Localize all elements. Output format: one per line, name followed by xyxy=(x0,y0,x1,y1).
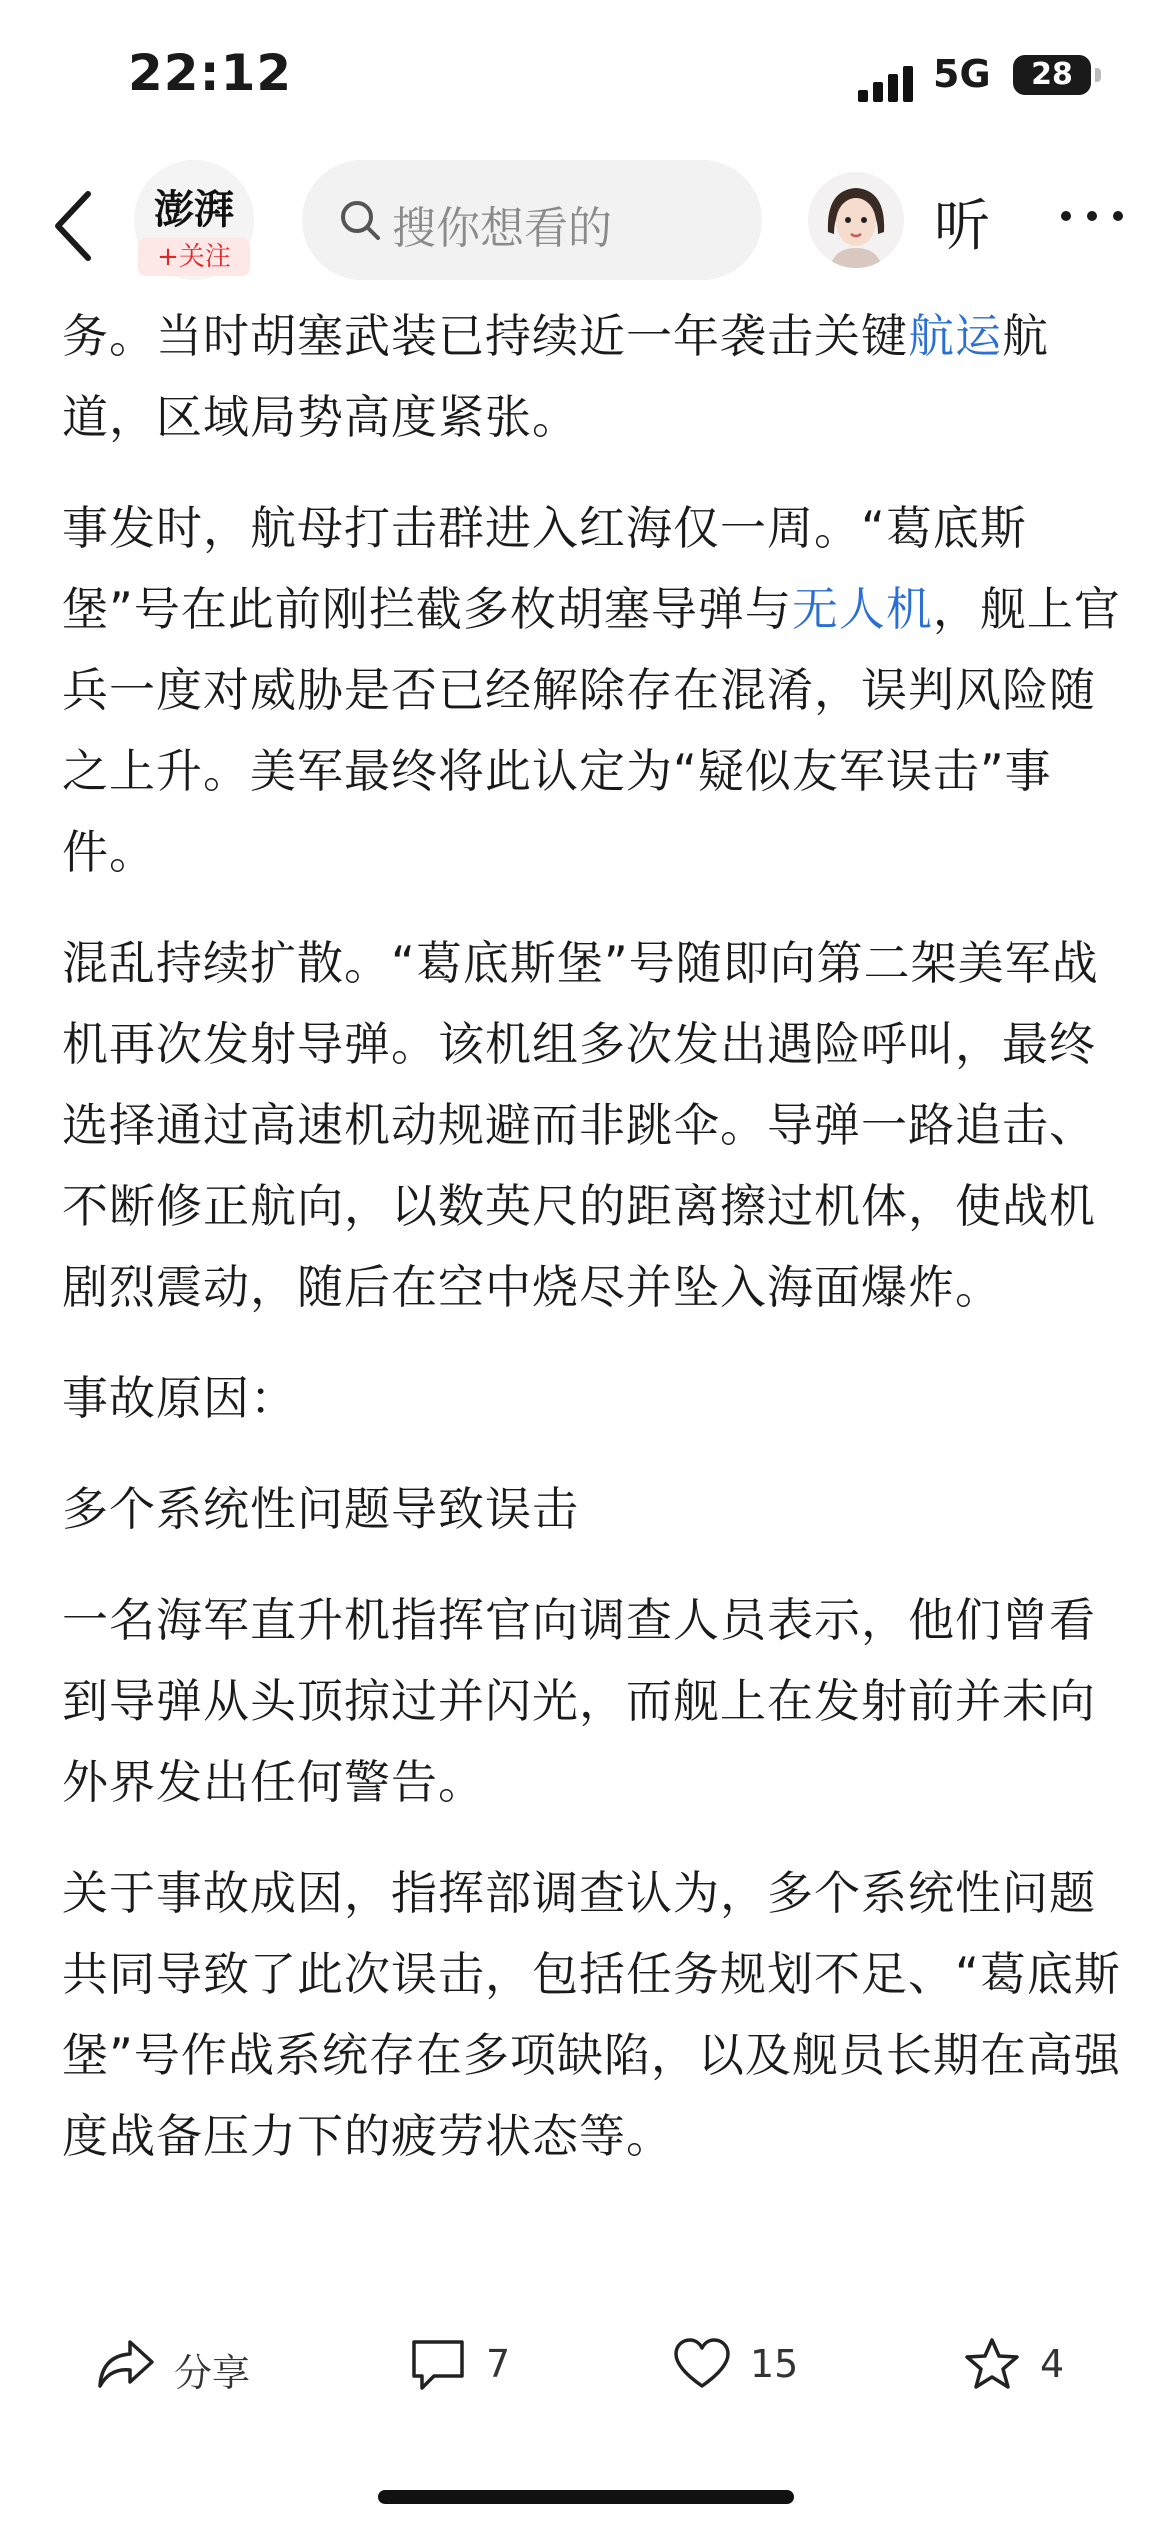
article-paragraph xyxy=(62,488,1122,893)
comment-icon xyxy=(408,2336,468,2392)
more-options-button[interactable] xyxy=(1052,186,1132,246)
paragraph-text: ，舰上官兵一度对威胁是否已经解除存在混淆，误判风险随之上升。美军最终将此认定为“疑似友军误击”事件。 xyxy=(62,582,1121,879)
keyword-link-shipping[interactable]: 航运 xyxy=(908,309,1002,363)
search-icon xyxy=(338,198,382,242)
network-type: 5G xyxy=(933,52,991,96)
article-paragraph xyxy=(62,300,1122,458)
star-icon xyxy=(962,2336,1022,2392)
section-subheading: 多个系统性问题导致误击 xyxy=(62,1482,579,1536)
battery-level: 28 xyxy=(1031,57,1073,92)
chevron-left-icon xyxy=(44,186,104,266)
listen-button[interactable]: 听 xyxy=(934,194,990,259)
user-avatar-icon xyxy=(808,172,904,268)
publisher-logo-text: 澎湃 xyxy=(154,186,234,233)
user-avatar[interactable] xyxy=(808,172,904,268)
bottom-action-bar xyxy=(0,2300,1170,2430)
battery-tip xyxy=(1095,68,1101,82)
paragraph-text: 航道，区域局势高度紧张。 xyxy=(62,309,1049,444)
comment-count: 7 xyxy=(486,2342,511,2386)
keyword-link-drone[interactable]: 无人机 xyxy=(791,582,933,636)
back-button[interactable] xyxy=(44,186,104,266)
search-placeholder: 搜你想看的 xyxy=(392,203,612,254)
article-paragraph: 一名海军直升机指挥官向调查人员表示，他们曾看到导弹从头顶掠过并闪光，而舰上在发射前并未向外界发出任何警告。 xyxy=(62,1593,1096,1809)
share-label: 分享 xyxy=(174,2351,251,2395)
like-count: 15 xyxy=(750,2342,799,2386)
article-paragraph: 关于事故成因，指挥部调查认为，多个系统性问题共同导致了此次误击，包括任务规划不足、“葛底斯堡”号作战系统存在多项缺陷，以及舰员长期在高强度战备压力下的疲劳状态等。 xyxy=(62,1866,1121,2163)
more-dots-icon xyxy=(1052,186,1132,246)
like-button[interactable] xyxy=(672,2330,832,2400)
favorite-count: 4 xyxy=(1040,2342,1065,2386)
home-indicator xyxy=(378,2490,794,2504)
paragraph-text: 事发时，航母打击群进入红海仅一周。“葛底斯堡”号在此前刚拦截多枚胡塞导弹与 xyxy=(62,501,1027,636)
section-heading: 事故原因： xyxy=(62,1371,297,1425)
status-time: 22:12 xyxy=(128,44,293,102)
share-icon xyxy=(96,2336,156,2392)
comment-button[interactable] xyxy=(408,2330,548,2400)
favorite-button[interactable] xyxy=(962,2330,1092,2400)
battery-icon xyxy=(1013,55,1091,95)
heart-icon xyxy=(672,2336,732,2392)
cellular-signal-icon xyxy=(858,58,918,102)
follow-button[interactable]: +关注 xyxy=(138,238,250,276)
share-button[interactable] xyxy=(96,2330,266,2400)
paragraph-text: 务。当时胡塞武装已持续近一年袭击关键 xyxy=(62,309,908,363)
article-paragraph: 混乱持续扩散。“葛底斯堡”号随即向第二架美军战机再次发射导弹。该机组多次发出遇险呼叫，最终选择通过高速机动规避而非跳伞。导弹一路追击、不断修正航向，以数英尺的距离擦过机体，使战机剧烈震动，随后在空中烧尽并坠入海面爆炸。 xyxy=(62,936,1099,1314)
top-nav-bar xyxy=(0,150,1170,300)
article-body xyxy=(62,300,1122,2305)
search-input[interactable] xyxy=(302,160,762,280)
status-bar xyxy=(0,0,1170,150)
